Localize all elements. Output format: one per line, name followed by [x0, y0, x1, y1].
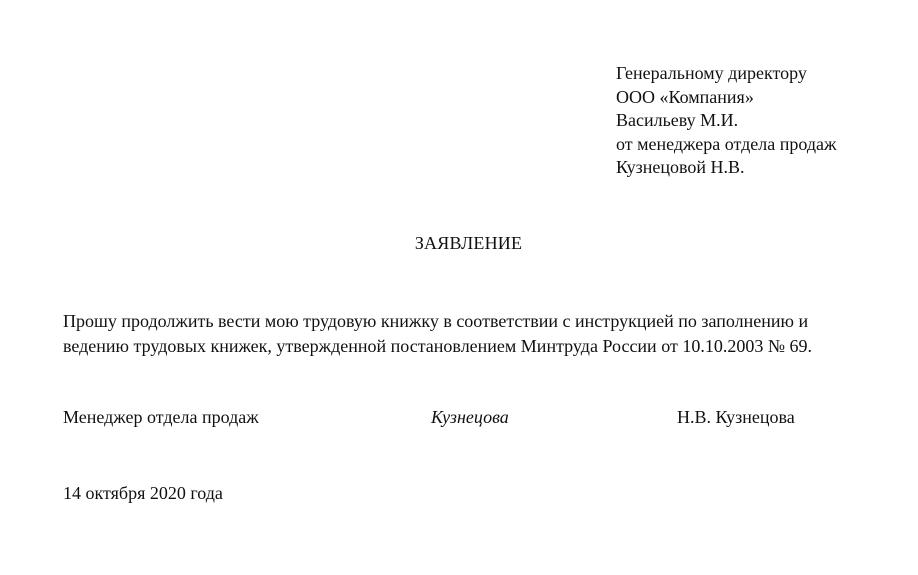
signer-position: Менеджер отдела продаж — [63, 407, 259, 427]
document-title: ЗАЯВЛЕНИЕ — [414, 233, 523, 253]
document-date: 14 октября 2020 года — [63, 483, 223, 503]
addressee-line-sender-title: от менеджера отдела продаж — [616, 133, 837, 154]
signer-full-name: Н.В. Кузнецова — [677, 407, 795, 427]
request-body-line: Прошу продолжить вести мою трудовую книжку в соответствии с инструкцией по заполнению и — [63, 311, 809, 331]
request-body — [63, 309, 883, 359]
handwritten-signature: Кузнецова — [431, 407, 509, 427]
addressee-line-sender-name: Кузнецовой Н.В. — [616, 157, 745, 177]
request-body-line: ведению трудовых книжек, утвержденной постановлением Минтруда России от 10.10.2003 № 69. — [63, 336, 812, 356]
addressee-line-company: ООО «Компания» — [616, 86, 754, 107]
addressee-line-recipient-title: Генеральному директору — [616, 63, 807, 83]
addressee-line-recipient-name: Васильеву М.И. — [616, 110, 739, 130]
addressee-block — [616, 62, 836, 180]
